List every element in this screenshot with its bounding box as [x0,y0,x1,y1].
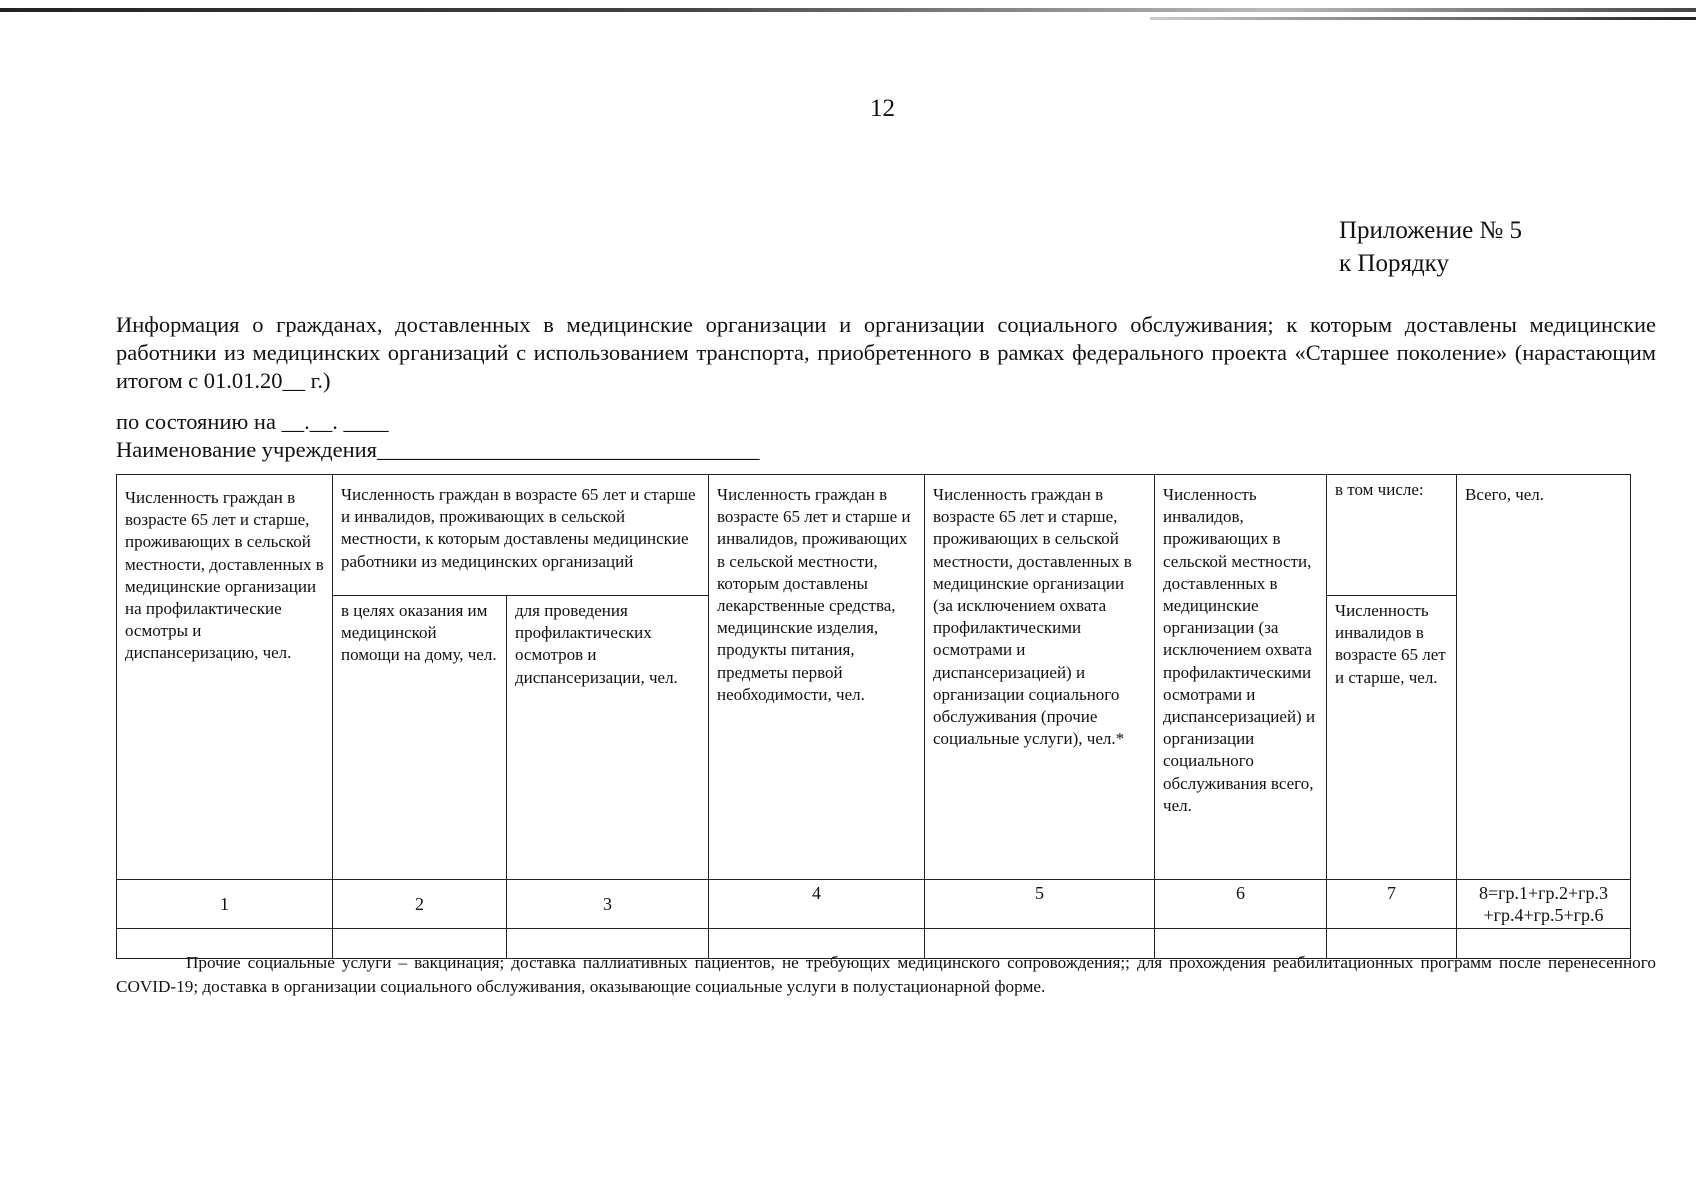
column-number: 3 [507,880,709,929]
column-number: 2 [333,880,507,929]
column-number: 7 [1327,880,1457,929]
header-col-8: Всего, чел. [1457,475,1631,880]
scan-edge [0,8,1696,12]
column-number: 5 [925,880,1155,929]
header-col-3: для проведения профилактических осмотров и диспансеризации, чел. [507,596,709,880]
header-col-7: Численность инвалидов в возрасте 65 лет и старше, чел. [1327,596,1457,880]
appendix-line-1: Приложение № 5 [1339,217,1523,244]
column-number: 4 [709,880,925,929]
column-number: 1 [117,880,333,929]
header-col-2-3-group: Численность граждан в возрасте 65 лет и старше и инвалидов, проживающих в сельской местности, к которым доставлены медицинские работники из медицинских организаций [333,475,709,596]
scan-edge-shadow [1150,17,1696,20]
column-number: 8=гр.1+гр.2+гр.3 +гр.4+гр.5+гр.6 [1457,880,1631,929]
appendix-line-2: к Порядку [1339,250,1449,277]
date-line: по состоянию на __.__. ____ [116,409,389,434]
header-col-1: Численность граждан в возрасте 65 лет и старше, проживающих в сельской местности, доставленных в медицинские организации на профилактические осмотры и диспансеризацию, чел. [117,475,333,880]
report-table [116,474,1631,959]
header-col-6: Численность инвалидов, проживающих в сельской местности, доставленных в медицинские организации (за исключением охвата профилактическими осмотрами и диспансеризацией) и организации социального обслуживания всего, чел. [1155,475,1327,880]
document-title: Информация о гражданах, доставленных в медицинские организации и организации социального обслуживания; к которым доставлены медицинские работники из медицинских организаций с использованием транспорта, приобретенного в рамках федерального проекта «Старшее поколение» (нарастающим итогом с 01.01.20__ г.) [116,312,1656,393]
page-number: 12 [870,95,895,122]
header-col-4: Численность граждан в возрасте 65 лет и старше и инвалидов, проживающих в сельской местности, которым доставлены лекарственные средства, медицинские изделия, продукты питания, предметы первой необходимости, чел. [709,475,925,880]
header-col-7-group: в том числе: [1327,475,1457,596]
organization-line: Наименование учреждения__________________________________ [116,437,760,462]
appendix-label [1339,214,1522,280]
footnote: Прочие социальные услуги – вакцинация; доставка паллиативных пациентов, не требующих медицинского сопровождения;; для прохождения реабилитационных программ после перенесенного COVID-19; доставка в организации социального обслуживания, оказывающие социальные услуги в полустационарной форме. [116,953,1656,996]
column-number: 6 [1155,880,1327,929]
header-col-5: Численность граждан в возрасте 65 лет и старше, проживающих в сельской местности, доставленных в медицинские организации (за исключением охвата профилактическими осмотрами и диспансеризацией) и организации социального обслуживания (прочие социальные услуги), чел.* [925,475,1155,880]
header-col-2: в целях оказания им медицинской помощи на дому, чел. [333,596,507,880]
